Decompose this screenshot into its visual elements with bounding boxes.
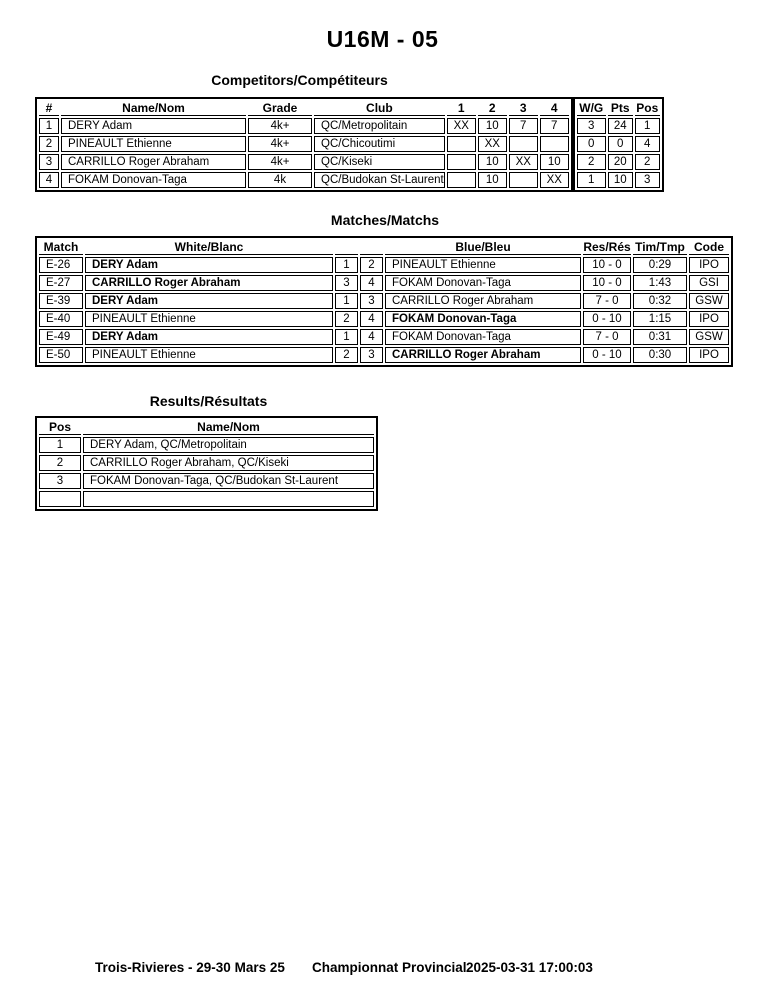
standings-header-row: [577, 101, 660, 116]
crosstable-cell: [509, 172, 538, 188]
crosstable-cell: XX: [540, 172, 569, 188]
competitor-wins: 2: [577, 154, 606, 170]
col-header-name: Name/Nom: [61, 101, 246, 116]
match-time: 0:31: [633, 329, 687, 345]
competitor-points: 24: [608, 118, 633, 134]
match-code: GSW: [689, 329, 729, 345]
white-player-name: DERY Adam: [85, 329, 333, 345]
crosstable-cell: [509, 136, 538, 152]
match-id: E-27: [39, 275, 83, 291]
crosstable-cell: 10: [478, 118, 507, 134]
result-name: [83, 491, 374, 507]
match-result: 7 - 0: [583, 329, 631, 345]
col-header-name: Name/Nom: [83, 420, 374, 435]
competitor-grade: 4k+: [248, 136, 312, 152]
match-time: 0:30: [633, 347, 687, 363]
col-header-points: Pts: [608, 101, 633, 116]
match-code: GSW: [689, 293, 729, 309]
competitor-name: DERY Adam: [61, 118, 246, 134]
col-header-blue: Blue/Bleu: [385, 240, 581, 255]
blue-player-number: 4: [360, 275, 383, 291]
standings-row: [577, 118, 660, 134]
white-player-number: 1: [335, 257, 358, 273]
white-player-number: 2: [335, 311, 358, 327]
white-player-name: PINEAULT Ethienne: [85, 311, 333, 327]
col-header-code: Code: [689, 240, 729, 255]
result-place: 3: [39, 473, 81, 489]
competitor-points: 10: [608, 172, 633, 188]
footer-event-name: Championnat Provincial: [312, 960, 467, 975]
competitor-grade: 4k+: [248, 154, 312, 170]
match-time: 1:15: [633, 311, 687, 327]
result-place: 2: [39, 455, 81, 471]
match-result: 0 - 10: [583, 311, 631, 327]
blue-player-name: CARRILLO Roger Abraham: [385, 347, 581, 363]
col-header-club: Club: [314, 101, 445, 116]
competitor-wins: 0: [577, 136, 606, 152]
blue-player-name: CARRILLO Roger Abraham: [385, 293, 581, 309]
match-row: [39, 347, 729, 363]
crosstable-cell: XX: [478, 136, 507, 152]
match-row: [39, 293, 729, 309]
crosstable-cell: [447, 172, 476, 188]
footer-print-timestamp: 2025-03-31 17:00:03: [466, 960, 593, 975]
competitor-row: [39, 172, 569, 188]
result-row: [39, 473, 374, 489]
col-header-blue-number: [360, 240, 383, 255]
col-header-opponent-4: 4: [540, 101, 569, 116]
match-code: GSI: [689, 275, 729, 291]
blue-player-name: FOKAM Donovan-Taga: [385, 275, 581, 291]
competitors-table-group: [35, 97, 664, 192]
crosstable-cell: 10: [478, 154, 507, 170]
white-player-name: DERY Adam: [85, 293, 333, 309]
competitor-place: 2: [635, 154, 660, 170]
competitor-club: QC/Chicoutimi: [314, 136, 445, 152]
match-result: 10 - 0: [583, 257, 631, 273]
blue-player-name: FOKAM Donovan-Taga: [385, 329, 581, 345]
col-header-opponent-2: 2: [478, 101, 507, 116]
crosstable-cell: 10: [540, 154, 569, 170]
competitors-heading: Competitors/Compétiteurs: [211, 72, 388, 88]
competitor-place: 4: [635, 136, 660, 152]
white-player-number: 3: [335, 275, 358, 291]
competitor-number: 3: [39, 154, 59, 170]
white-player-name: PINEAULT Ethienne: [85, 347, 333, 363]
crosstable-cell: 7: [540, 118, 569, 134]
white-player-number: 2: [335, 347, 358, 363]
col-header-white-number: [335, 240, 358, 255]
blue-player-number: 4: [360, 329, 383, 345]
white-player-number: 1: [335, 329, 358, 345]
result-name: CARRILLO Roger Abraham, QC/Kiseki: [83, 455, 374, 471]
match-code: IPO: [689, 257, 729, 273]
competitor-number: 1: [39, 118, 59, 134]
matches-table: [35, 236, 733, 367]
match-result: 10 - 0: [583, 275, 631, 291]
match-code: IPO: [689, 311, 729, 327]
crosstable-cell: XX: [447, 118, 476, 134]
crosstable-cell: [447, 136, 476, 152]
competitor-number: 2: [39, 136, 59, 152]
competitor-points: 20: [608, 154, 633, 170]
competitors-table: [35, 97, 573, 192]
results-header-row: [39, 420, 374, 435]
results-heading: Results/Résultats: [149, 393, 268, 409]
result-row: [39, 437, 374, 453]
match-row: [39, 257, 729, 273]
blue-player-name: PINEAULT Ethienne: [385, 257, 581, 273]
white-player-name: DERY Adam: [85, 257, 333, 273]
match-result: 7 - 0: [583, 293, 631, 309]
result-row: [39, 491, 374, 507]
col-header-place: Pos: [39, 420, 81, 435]
competitor-place: 1: [635, 118, 660, 134]
competitor-row: [39, 154, 569, 170]
competitor-club: QC/Kiseki: [314, 154, 445, 170]
footer-event-location-date: Trois-Rivieres - 29-30 Mars 25: [95, 960, 285, 975]
result-place: [39, 491, 81, 507]
result-place: 1: [39, 437, 81, 453]
competitor-wins: 3: [577, 118, 606, 134]
match-row: [39, 275, 729, 291]
blue-player-number: 3: [360, 347, 383, 363]
crosstable-cell: [540, 136, 569, 152]
standings-row: [577, 172, 660, 188]
white-player-name: CARRILLO Roger Abraham: [85, 275, 333, 291]
competitor-points: 0: [608, 136, 633, 152]
competitor-place: 3: [635, 172, 660, 188]
col-header-place: Pos: [636, 101, 659, 115]
match-code: IPO: [689, 347, 729, 363]
match-id: E-40: [39, 311, 83, 327]
col-header-match: Match: [39, 240, 83, 255]
match-time: 0:32: [633, 293, 687, 309]
competitor-number: 4: [39, 172, 59, 188]
blue-player-number: 3: [360, 293, 383, 309]
result-name: DERY Adam, QC/Metropolitain: [83, 437, 374, 453]
col-header-opponent-1: 1: [447, 101, 476, 116]
competitors-standings-table: [573, 97, 664, 192]
competitor-row: [39, 136, 569, 152]
competitor-grade: 4k+: [248, 118, 312, 134]
competitor-grade: 4k: [248, 172, 312, 188]
col-header-wins: W/G: [577, 101, 606, 116]
match-time: 1:43: [633, 275, 687, 291]
match-time: 0:29: [633, 257, 687, 273]
col-header-number: #: [39, 101, 59, 116]
results-table: [35, 416, 378, 511]
competitor-name: CARRILLO Roger Abraham: [61, 154, 246, 170]
competitor-club: QC/Metropolitain: [314, 118, 445, 134]
matches-header-row: [39, 240, 729, 255]
crosstable-cell: 10: [478, 172, 507, 188]
col-header-time: Tim/Tmp: [633, 240, 687, 255]
page-title: U16M - 05: [326, 26, 439, 52]
blue-player-number: 4: [360, 311, 383, 327]
matches-heading: Matches/Matchs: [330, 212, 440, 228]
col-header-grade: Grade: [248, 101, 312, 116]
match-id: E-26: [39, 257, 83, 273]
col-header-white: White/Blanc: [85, 240, 333, 255]
crosstable-cell: XX: [509, 154, 538, 170]
match-id: E-50: [39, 347, 83, 363]
result-name: FOKAM Donovan-Taga, QC/Budokan St-Laurent: [83, 473, 374, 489]
match-id: E-39: [39, 293, 83, 309]
blue-player-name: FOKAM Donovan-Taga: [385, 311, 581, 327]
col-header-result: Res/Rés: [583, 240, 631, 254]
crosstable-cell: [447, 154, 476, 170]
competitors-header-row: [39, 101, 569, 116]
white-player-number: 1: [335, 293, 358, 309]
result-row: [39, 455, 374, 471]
standings-row: [577, 154, 660, 170]
blue-player-number: 2: [360, 257, 383, 273]
match-id: E-49: [39, 329, 83, 345]
competitor-row: [39, 118, 569, 134]
crosstable-cell: 7: [509, 118, 538, 134]
match-row: [39, 311, 729, 327]
standings-row: [577, 136, 660, 152]
col-header-opponent-3: 3: [509, 101, 538, 116]
competitor-name: PINEAULT Ethienne: [61, 136, 246, 152]
competitor-name: FOKAM Donovan-Taga: [61, 172, 246, 188]
match-row: [39, 329, 729, 345]
competitor-club: QC/Budokan St-Laurent: [314, 172, 445, 188]
competitor-wins: 1: [577, 172, 606, 188]
match-result: 0 - 10: [583, 347, 631, 363]
